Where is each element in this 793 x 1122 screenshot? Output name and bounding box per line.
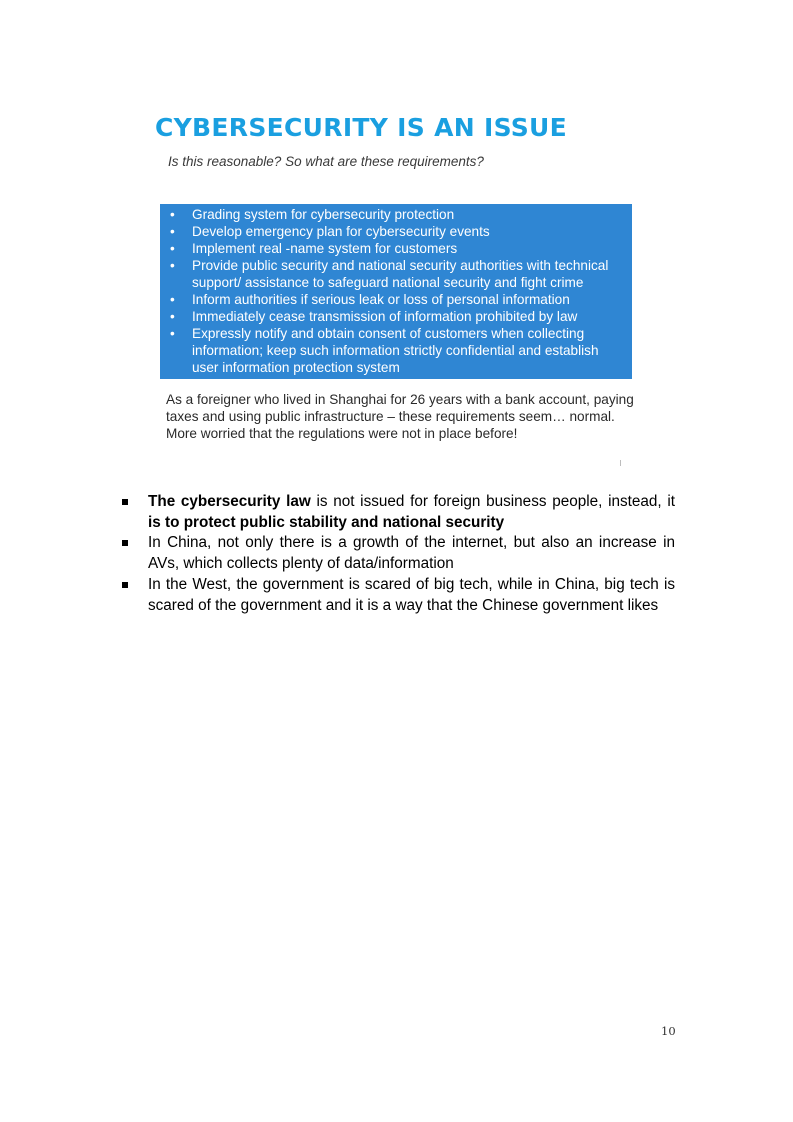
note-item: The cybersecurity law is not issued for foreign business people, instead, it is to protect public stability and national security (120, 492, 675, 533)
note-item: In the West, the government is scared of big tech, while in China, big tech is scared of the government and it is a way that the Chinese government likes (120, 575, 675, 616)
square-bullet-icon (122, 540, 128, 546)
requirement-item: • Implement real -name system for customers (170, 241, 458, 256)
bullet-icon: • (170, 326, 175, 341)
square-bullet-icon (122, 499, 128, 505)
note-bold-tail: is to protect public stability and national security (148, 513, 505, 531)
slide-note: As a foreigner who lived in Shanghai for 26 years with a bank account, paying taxes and using public infrastructure – these requirements seem… normal. More worried that the regulations were not in place before! (166, 392, 634, 441)
requirements-box (160, 204, 632, 379)
slide-subtitle: Is this reasonable? So what are these requirements? (168, 154, 484, 169)
bullet-icon: • (170, 258, 175, 273)
slide-mark (620, 460, 621, 466)
requirement-item: • Expressly notify and obtain consent of customers when collecting information; keep such information strictly confidential and establish user information protection system (170, 326, 599, 375)
notes-list (120, 492, 675, 616)
page-number: 10 (661, 1024, 676, 1038)
requirement-item: • Grading system for cybersecurity protection (170, 207, 455, 222)
requirements-list (168, 206, 624, 376)
bullet-icon: • (170, 207, 175, 222)
bullet-icon: • (170, 309, 175, 324)
requirement-item: • Inform authorities if serious leak or loss of personal information (170, 292, 570, 307)
slide-title: CYBERSECURITY IS AN ISSUE (155, 113, 568, 142)
bullet-icon: • (170, 292, 175, 307)
note-bold-lead: The cybersecurity law (148, 493, 311, 510)
bullet-icon: • (170, 224, 175, 239)
note-item: In China, not only there is a growth of the internet, but also an increase in AVs, which collects plenty of data/information (120, 533, 675, 574)
square-bullet-icon (122, 582, 128, 588)
requirement-item: • Provide public security and national security authorities with technical support/ assistance to safeguard national security and fight crime (170, 258, 609, 290)
slide-image (148, 108, 638, 473)
requirement-item: • Immediately cease transmission of information prohibited by law (170, 309, 578, 324)
requirement-item: • Develop emergency plan for cybersecurity events (170, 224, 490, 239)
bullet-icon: • (170, 241, 175, 256)
